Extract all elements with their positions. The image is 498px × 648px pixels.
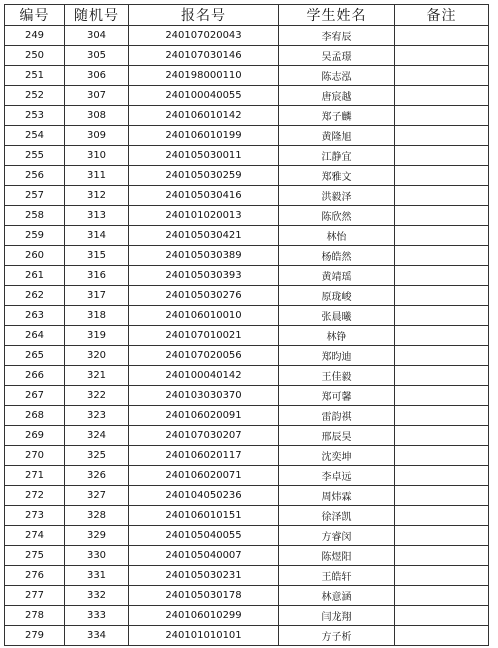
cell-registration-number: 240106020071 [129, 466, 279, 486]
cell-registration-number: 240106010299 [129, 606, 279, 626]
cell-random-number: 325 [65, 446, 129, 466]
cell-number: 268 [5, 406, 65, 426]
cell-remarks [395, 306, 489, 326]
cell-random-number: 330 [65, 546, 129, 566]
cell-remarks [395, 106, 489, 126]
cell-registration-number: 240105040007 [129, 546, 279, 566]
table-row [5, 66, 489, 86]
table-row [5, 166, 489, 186]
table-row [5, 426, 489, 446]
cell-registration-number: 240106020091 [129, 406, 279, 426]
cell-number: 273 [5, 506, 65, 526]
cell-remarks [395, 466, 489, 486]
table-row [5, 386, 489, 406]
cell-random-number: 310 [65, 146, 129, 166]
cell-remarks [395, 166, 489, 186]
table-body [5, 26, 489, 646]
cell-random-number: 304 [65, 26, 129, 46]
cell-registration-number: 240107030146 [129, 46, 279, 66]
cell-random-number: 316 [65, 266, 129, 286]
cell-remarks [395, 626, 489, 646]
cell-number: 275 [5, 546, 65, 566]
cell-student-name: 杨皓然 [279, 246, 395, 266]
cell-student-name: 周炜霖 [279, 486, 395, 506]
cell-number: 266 [5, 366, 65, 386]
cell-student-name: 郑子麟 [279, 106, 395, 126]
cell-number: 260 [5, 246, 65, 266]
cell-remarks [395, 526, 489, 546]
cell-remarks [395, 246, 489, 266]
cell-student-name: 沈奕坤 [279, 446, 395, 466]
cell-random-number: 317 [65, 286, 129, 306]
cell-random-number: 323 [65, 406, 129, 426]
cell-registration-number: 240105030231 [129, 566, 279, 586]
cell-registration-number: 240105030393 [129, 266, 279, 286]
cell-random-number: 309 [65, 126, 129, 146]
cell-number: 253 [5, 106, 65, 126]
header-random-number: 随机号 [65, 5, 129, 26]
cell-remarks [395, 426, 489, 446]
cell-number: 252 [5, 86, 65, 106]
cell-remarks [395, 586, 489, 606]
table-row [5, 306, 489, 326]
cell-random-number: 324 [65, 426, 129, 446]
cell-random-number: 331 [65, 566, 129, 586]
cell-student-name: 林怡 [279, 226, 395, 246]
cell-remarks [395, 366, 489, 386]
table-row [5, 186, 489, 206]
cell-random-number: 321 [65, 366, 129, 386]
cell-number: 261 [5, 266, 65, 286]
cell-registration-number: 240107010021 [129, 326, 279, 346]
cell-student-name: 林铮 [279, 326, 395, 346]
cell-random-number: 306 [65, 66, 129, 86]
cell-remarks [395, 446, 489, 466]
cell-remarks [395, 326, 489, 346]
cell-number: 255 [5, 146, 65, 166]
cell-remarks [395, 546, 489, 566]
cell-random-number: 318 [65, 306, 129, 326]
cell-student-name: 郑可馨 [279, 386, 395, 406]
table-row [5, 626, 489, 646]
table-row [5, 406, 489, 426]
cell-random-number: 329 [65, 526, 129, 546]
header-row [5, 5, 489, 26]
cell-remarks [395, 26, 489, 46]
cell-registration-number: 240103030370 [129, 386, 279, 406]
cell-registration-number: 240198000110 [129, 66, 279, 86]
table-row [5, 566, 489, 586]
cell-random-number: 305 [65, 46, 129, 66]
cell-student-name: 江静宜 [279, 146, 395, 166]
cell-student-name: 邢辰昊 [279, 426, 395, 446]
cell-registration-number: 240100040142 [129, 366, 279, 386]
table-row [5, 486, 489, 506]
cell-registration-number: 240105030259 [129, 166, 279, 186]
cell-random-number: 308 [65, 106, 129, 126]
cell-student-name: 徐泽凯 [279, 506, 395, 526]
cell-number: 259 [5, 226, 65, 246]
table-row [5, 506, 489, 526]
cell-random-number: 307 [65, 86, 129, 106]
cell-number: 269 [5, 426, 65, 446]
cell-student-name: 郑昀迪 [279, 346, 395, 366]
cell-number: 272 [5, 486, 65, 506]
cell-student-name: 洪毅泽 [279, 186, 395, 206]
cell-random-number: 322 [65, 386, 129, 406]
cell-random-number: 327 [65, 486, 129, 506]
table-row [5, 466, 489, 486]
table-row [5, 546, 489, 566]
cell-registration-number: 240107020056 [129, 346, 279, 366]
cell-random-number: 311 [65, 166, 129, 186]
cell-registration-number: 240101020013 [129, 206, 279, 226]
table-row [5, 286, 489, 306]
cell-random-number: 320 [65, 346, 129, 366]
cell-number: 251 [5, 66, 65, 86]
cell-number: 250 [5, 46, 65, 66]
cell-random-number: 319 [65, 326, 129, 346]
cell-random-number: 334 [65, 626, 129, 646]
header-remarks: 备注 [395, 5, 489, 26]
cell-student-name: 雷韵祺 [279, 406, 395, 426]
cell-student-name: 郑雅文 [279, 166, 395, 186]
cell-random-number: 312 [65, 186, 129, 206]
cell-student-name: 林意涵 [279, 586, 395, 606]
cell-number: 271 [5, 466, 65, 486]
cell-student-name: 李宥辰 [279, 26, 395, 46]
cell-number: 267 [5, 386, 65, 406]
cell-number: 263 [5, 306, 65, 326]
cell-registration-number: 240107030207 [129, 426, 279, 446]
cell-registration-number: 240106010142 [129, 106, 279, 126]
cell-random-number: 333 [65, 606, 129, 626]
cell-remarks [395, 406, 489, 426]
cell-registration-number: 240101010101 [129, 626, 279, 646]
table-row [5, 26, 489, 46]
table-row [5, 526, 489, 546]
cell-registration-number: 240106010151 [129, 506, 279, 526]
cell-student-name: 方子析 [279, 626, 395, 646]
cell-registration-number: 240105030011 [129, 146, 279, 166]
cell-number: 264 [5, 326, 65, 346]
cell-registration-number: 240104050236 [129, 486, 279, 506]
cell-remarks [395, 206, 489, 226]
cell-student-name: 李卓远 [279, 466, 395, 486]
cell-student-name: 陈志泓 [279, 66, 395, 86]
cell-student-name: 王皓轩 [279, 566, 395, 586]
cell-remarks [395, 86, 489, 106]
cell-remarks [395, 566, 489, 586]
cell-remarks [395, 126, 489, 146]
cell-student-name: 张晨曦 [279, 306, 395, 326]
cell-remarks [395, 346, 489, 366]
cell-number: 274 [5, 526, 65, 546]
header-registration-number: 报名号 [129, 5, 279, 26]
cell-number: 278 [5, 606, 65, 626]
cell-number: 256 [5, 166, 65, 186]
cell-student-name: 唐宸越 [279, 86, 395, 106]
cell-remarks [395, 606, 489, 626]
table-row [5, 366, 489, 386]
cell-remarks [395, 66, 489, 86]
cell-number: 277 [5, 586, 65, 606]
table-row [5, 106, 489, 126]
student-list-table [4, 4, 489, 646]
cell-number: 254 [5, 126, 65, 146]
table-row [5, 86, 489, 106]
cell-remarks [395, 46, 489, 66]
cell-student-name: 原珑峻 [279, 286, 395, 306]
cell-registration-number: 240105030421 [129, 226, 279, 246]
table-row [5, 146, 489, 166]
cell-random-number: 332 [65, 586, 129, 606]
cell-registration-number: 240105030178 [129, 586, 279, 606]
cell-registration-number: 240106020117 [129, 446, 279, 466]
table-row [5, 266, 489, 286]
table-header [5, 5, 489, 26]
cell-registration-number: 240106010199 [129, 126, 279, 146]
cell-registration-number: 240105030416 [129, 186, 279, 206]
cell-registration-number: 240100040055 [129, 86, 279, 106]
cell-remarks [395, 486, 489, 506]
cell-student-name: 方睿闵 [279, 526, 395, 546]
table-row [5, 586, 489, 606]
cell-number: 262 [5, 286, 65, 306]
table-row [5, 126, 489, 146]
cell-registration-number: 240106010010 [129, 306, 279, 326]
cell-student-name: 吴孟璟 [279, 46, 395, 66]
cell-remarks [395, 386, 489, 406]
cell-number: 276 [5, 566, 65, 586]
table-row [5, 226, 489, 246]
cell-remarks [395, 266, 489, 286]
cell-number: 258 [5, 206, 65, 226]
cell-random-number: 314 [65, 226, 129, 246]
cell-student-name: 黄隆旭 [279, 126, 395, 146]
cell-remarks [395, 146, 489, 166]
header-student-name: 学生姓名 [279, 5, 395, 26]
cell-student-name: 闫龙翔 [279, 606, 395, 626]
header-number: 编号 [5, 5, 65, 26]
cell-random-number: 315 [65, 246, 129, 266]
cell-number: 249 [5, 26, 65, 46]
cell-random-number: 313 [65, 206, 129, 226]
cell-registration-number: 240105040055 [129, 526, 279, 546]
cell-student-name: 黄靖瑶 [279, 266, 395, 286]
table-row [5, 246, 489, 266]
cell-random-number: 328 [65, 506, 129, 526]
cell-registration-number: 240105030389 [129, 246, 279, 266]
cell-remarks [395, 286, 489, 306]
cell-student-name: 陈欣然 [279, 206, 395, 226]
cell-student-name: 陈煜阳 [279, 546, 395, 566]
table-row [5, 206, 489, 226]
cell-number: 270 [5, 446, 65, 466]
table-row [5, 46, 489, 66]
cell-registration-number: 240105030276 [129, 286, 279, 306]
table-row [5, 326, 489, 346]
cell-remarks [395, 226, 489, 246]
cell-number: 279 [5, 626, 65, 646]
cell-remarks [395, 506, 489, 526]
table-row [5, 346, 489, 366]
cell-number: 257 [5, 186, 65, 206]
cell-random-number: 326 [65, 466, 129, 486]
cell-registration-number: 240107020043 [129, 26, 279, 46]
cell-number: 265 [5, 346, 65, 366]
cell-student-name: 王佳毅 [279, 366, 395, 386]
table-row [5, 606, 489, 626]
table-row [5, 446, 489, 466]
cell-remarks [395, 186, 489, 206]
